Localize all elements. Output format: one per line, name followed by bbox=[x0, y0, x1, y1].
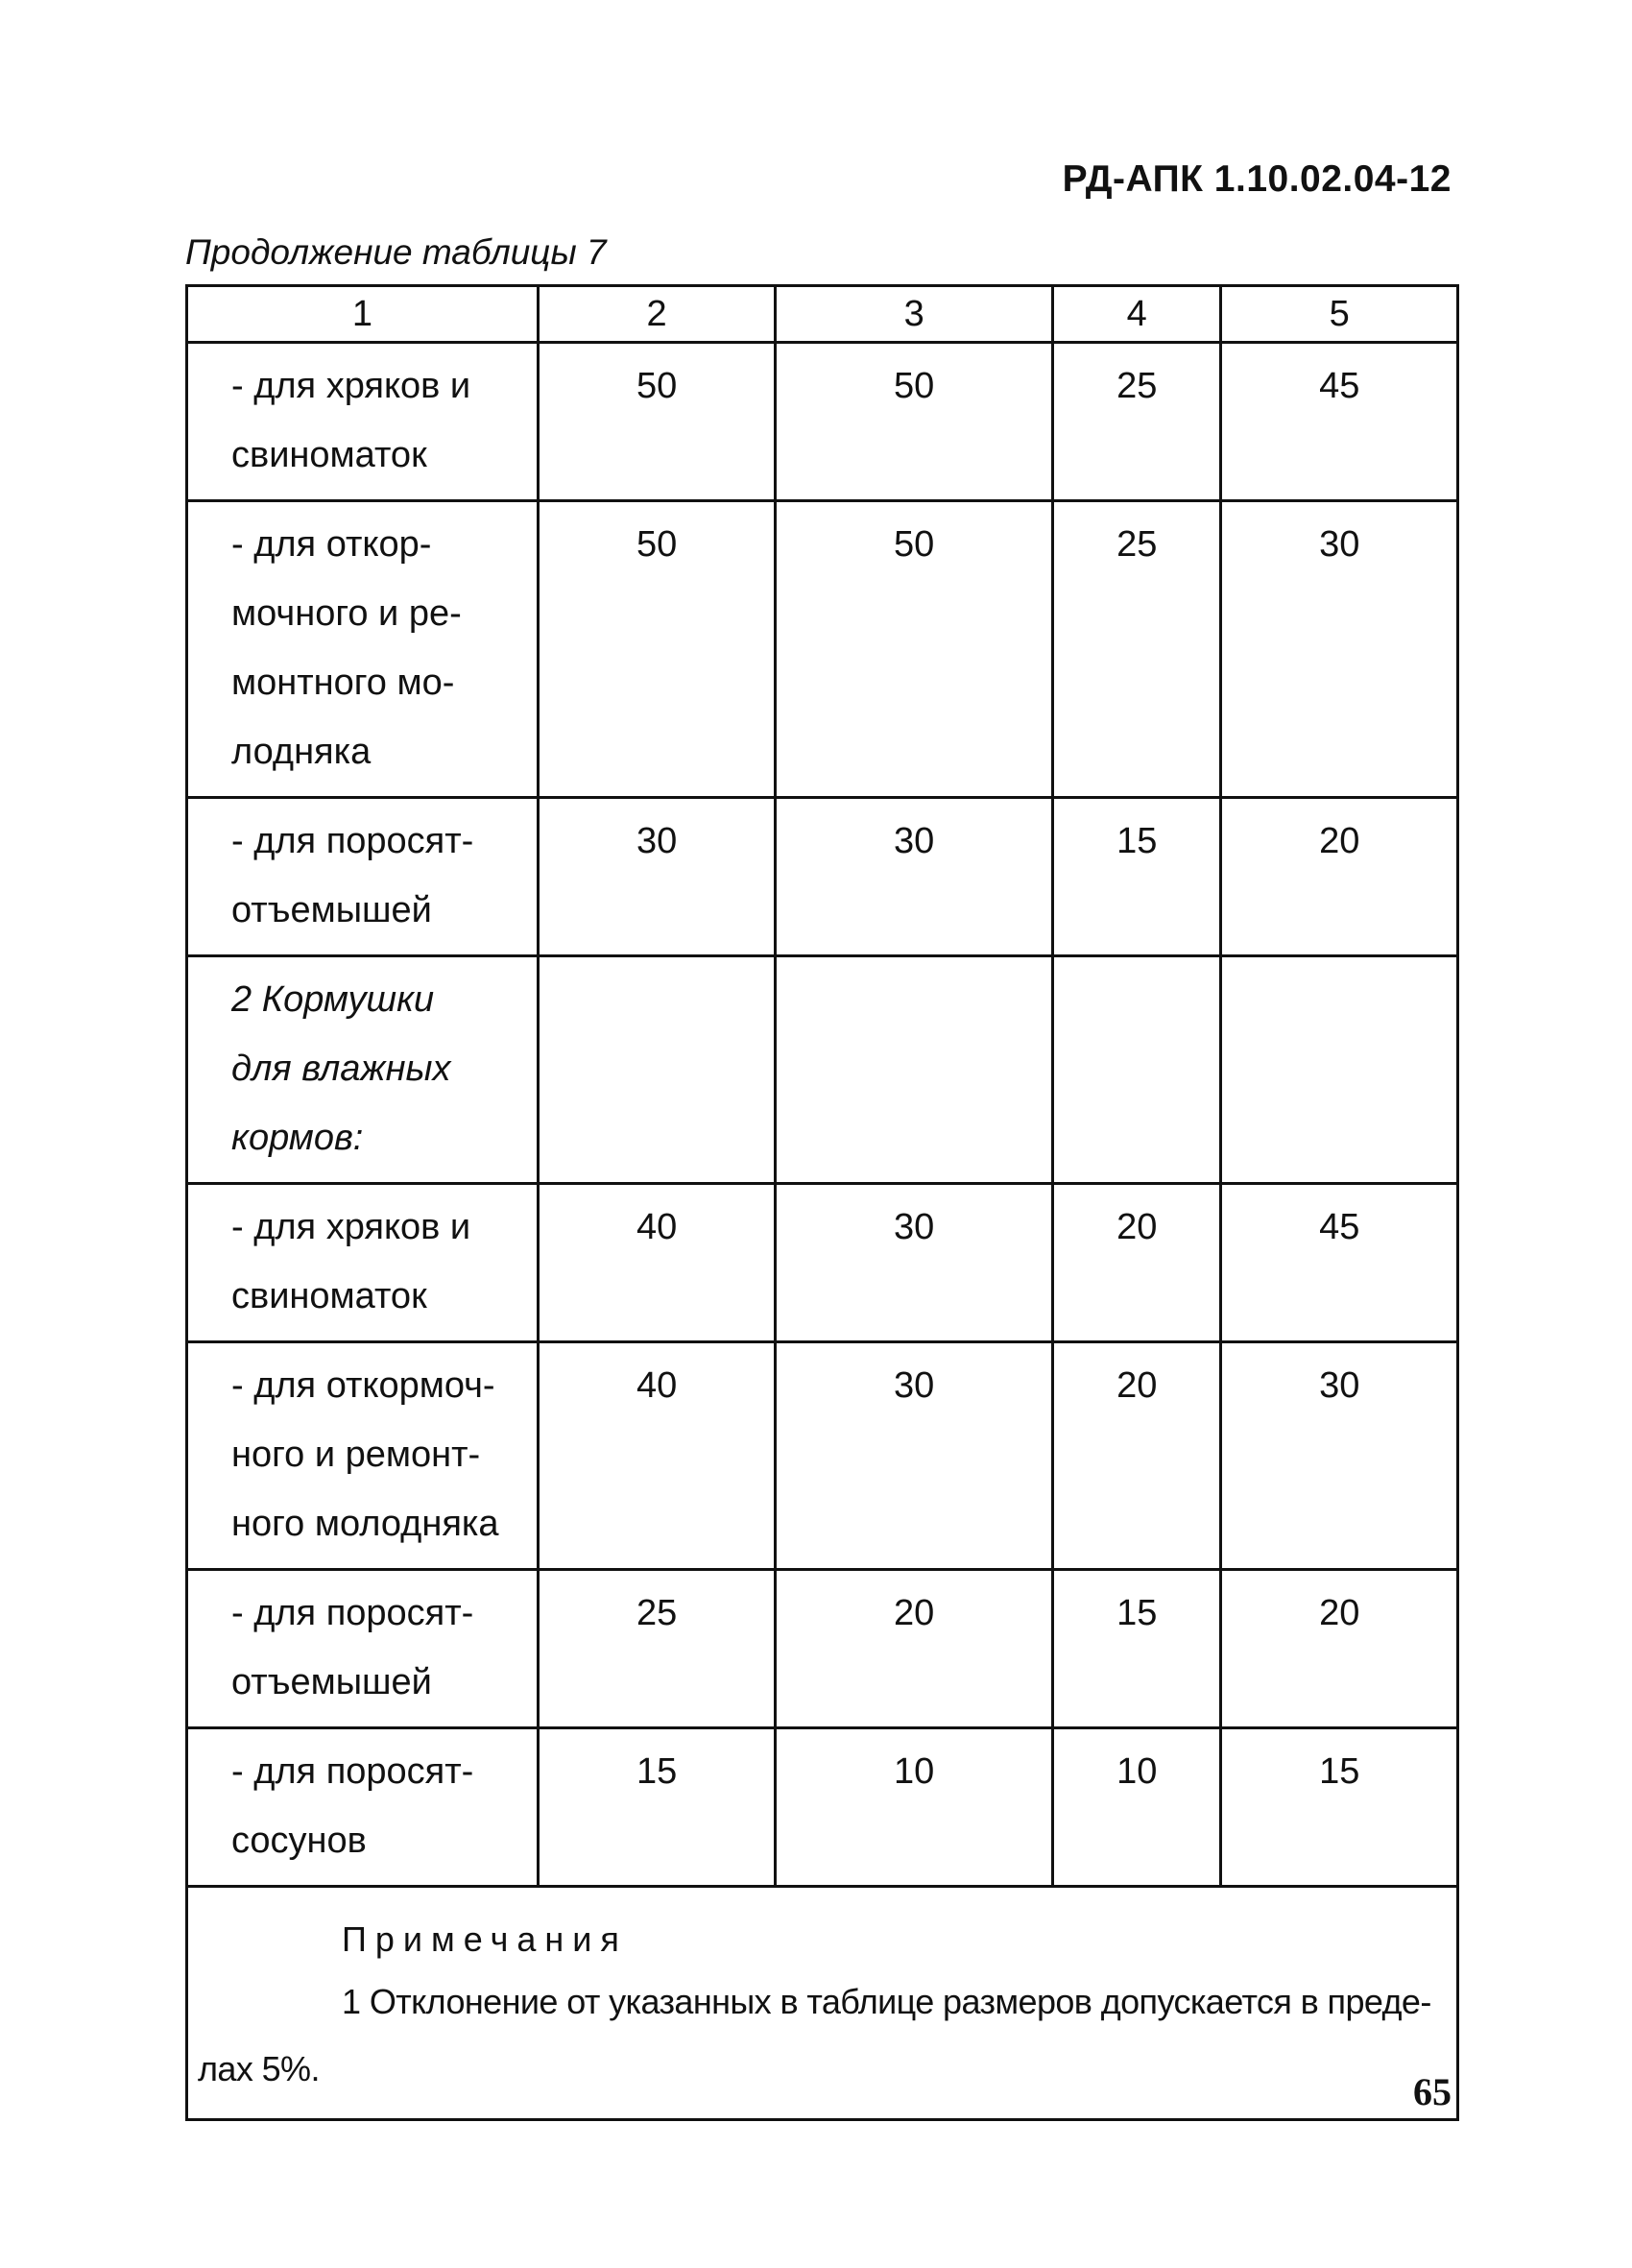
table-row bbox=[187, 343, 1458, 501]
row-label-line: сосунов bbox=[231, 1821, 367, 1861]
table-cell: 20 bbox=[1053, 1184, 1221, 1342]
table-cell: 45 bbox=[1221, 1184, 1458, 1342]
table-cell: 50 bbox=[776, 343, 1053, 501]
row-label bbox=[187, 1570, 539, 1728]
table-cell: 30 bbox=[776, 1184, 1053, 1342]
table-cell: 15 bbox=[1221, 1728, 1458, 1887]
table-cell bbox=[538, 956, 776, 1184]
table-row bbox=[187, 956, 1458, 1184]
row-label-line: - для поросят- bbox=[231, 821, 474, 861]
column-header: 1 bbox=[187, 286, 539, 343]
row-label-line: 2 Кормушки bbox=[231, 979, 435, 1020]
table-cell: 25 bbox=[1053, 343, 1221, 501]
table-cell: 30 bbox=[538, 798, 776, 956]
table-cell: 15 bbox=[1053, 1570, 1221, 1728]
row-label-line: отъемышей bbox=[231, 1662, 432, 1702]
row-label-line: - для поросят- bbox=[231, 1751, 474, 1792]
document-code: РД-АПК 1.10.02.04-12 bbox=[1062, 158, 1452, 200]
notes-row bbox=[187, 1887, 1458, 2120]
row-label-line: кормов: bbox=[231, 1118, 364, 1158]
table-cell: 30 bbox=[776, 798, 1053, 956]
table-cell: 15 bbox=[538, 1728, 776, 1887]
table-row bbox=[187, 1342, 1458, 1570]
row-label-line: - для хряков и bbox=[231, 1207, 471, 1247]
row-label bbox=[187, 1728, 539, 1887]
row-label bbox=[187, 501, 539, 798]
table-cell bbox=[1053, 956, 1221, 1184]
table-cell: 40 bbox=[538, 1342, 776, 1570]
row-label bbox=[187, 956, 539, 1184]
table-row bbox=[187, 1184, 1458, 1342]
notes-cell bbox=[187, 1887, 1458, 2120]
row-label bbox=[187, 1184, 539, 1342]
table-cell: 20 bbox=[1221, 798, 1458, 956]
row-label-line: свиноматок bbox=[231, 435, 427, 475]
table-row bbox=[187, 1728, 1458, 1887]
table-cell: 30 bbox=[1221, 1342, 1458, 1570]
page-number: 65 bbox=[1413, 2070, 1452, 2113]
table-cell: 45 bbox=[1221, 343, 1458, 501]
table-cell: 40 bbox=[538, 1184, 776, 1342]
table-cell bbox=[776, 956, 1053, 1184]
row-label-line: отъемышей bbox=[231, 890, 432, 930]
table-header-row bbox=[187, 286, 1458, 343]
row-label-line: мочного и ре- bbox=[231, 593, 462, 634]
table-cell: 15 bbox=[1053, 798, 1221, 956]
table-cell: 20 bbox=[776, 1570, 1053, 1728]
table-row bbox=[187, 1570, 1458, 1728]
row-label bbox=[187, 1342, 539, 1570]
table-cell: 25 bbox=[538, 1570, 776, 1728]
notes-line: 1 Отклонение от указанных в таблице размеров допускается в преде- bbox=[342, 1982, 1431, 2021]
table-cell: 50 bbox=[776, 501, 1053, 798]
table-row bbox=[187, 798, 1458, 956]
row-label-line: лодняка bbox=[231, 732, 372, 772]
row-label-line: монтного мо- bbox=[231, 663, 455, 703]
row-label-line: - для откор- bbox=[231, 524, 432, 565]
row-label-line: ного молодняка bbox=[231, 1504, 499, 1544]
table-cell: 10 bbox=[776, 1728, 1053, 1887]
table-cell: 10 bbox=[1053, 1728, 1221, 1887]
row-label-line: ного и ремонт- bbox=[231, 1435, 481, 1475]
table-row bbox=[187, 501, 1458, 798]
row-label bbox=[187, 798, 539, 956]
table-cell: 25 bbox=[1053, 501, 1221, 798]
data-table bbox=[185, 284, 1459, 2121]
column-header: 3 bbox=[776, 286, 1053, 343]
table-caption: Продолжение таблицы 7 bbox=[185, 232, 607, 272]
row-label-line: - для поросят- bbox=[231, 1593, 474, 1633]
column-header: 4 bbox=[1053, 286, 1221, 343]
table-cell: 30 bbox=[776, 1342, 1053, 1570]
row-label bbox=[187, 343, 539, 501]
row-label-line: - для хряков и bbox=[231, 366, 471, 406]
notes-title: Примечания bbox=[342, 1919, 628, 1959]
table-cell: 20 bbox=[1221, 1570, 1458, 1728]
table-cell bbox=[1221, 956, 1458, 1184]
table-cell: 50 bbox=[538, 501, 776, 798]
row-label-line: для влажных bbox=[231, 1049, 451, 1089]
notes-line: лах 5%. bbox=[198, 2049, 320, 2088]
table-cell: 20 bbox=[1053, 1342, 1221, 1570]
column-header: 2 bbox=[538, 286, 776, 343]
table-cell: 50 bbox=[538, 343, 776, 501]
row-label-line: - для откормоч- bbox=[231, 1365, 495, 1406]
row-label-line: свиноматок bbox=[231, 1276, 427, 1316]
table-cell: 30 bbox=[1221, 501, 1458, 798]
column-header: 5 bbox=[1221, 286, 1458, 343]
